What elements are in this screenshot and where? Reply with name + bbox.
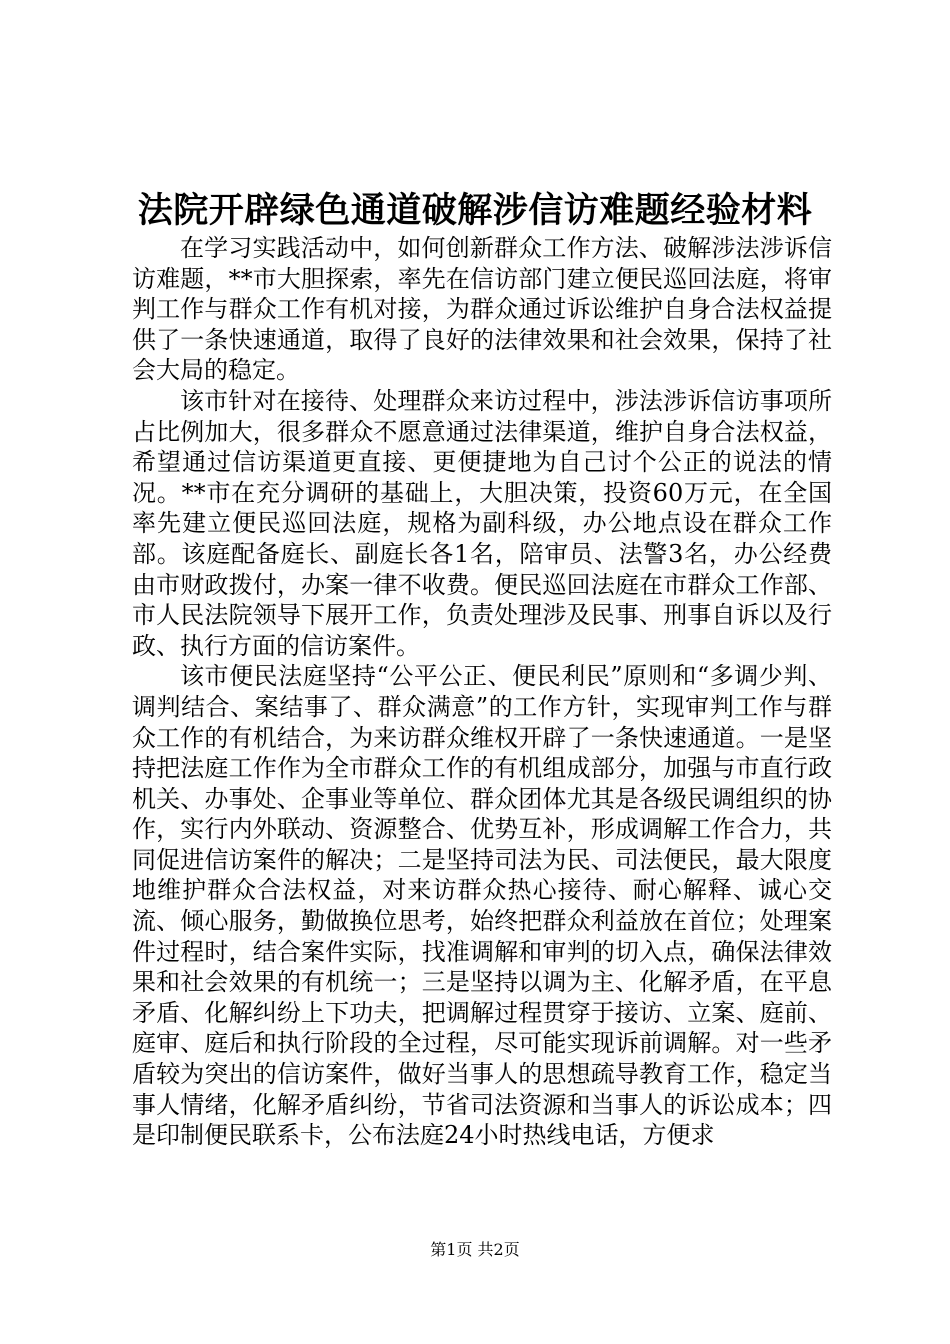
page-footer: 第1页 共2页 [430,1240,520,1259]
paragraph-background: 该市针对在接待、处理群众来访过程中，涉法涉诉信访事项所占比例加大，很多群众不愿意通过法律渠道，维护自身合法权益，希望通过信访渠道更直接、更便捷地为自己讨个公正的说法的情况。**市在充分调研的基础上，大胆决策，投资60万元，在全国率先建立便民巡回法庭，规格为副科级，办公地点设在群众工作部。该庭配备庭长、副庭长各1名，陪审员、法警3名，办公经费由市财政拨付，办案一律不收费。便民巡回法庭在市群众工作部、市人民法院领导下展开工作，负责处理涉及民事、刑事自诉以及行政、执行方面的信访案件。 [132,386,832,660]
paragraph-measures: 该市便民法庭坚持“公平公正、便民利民”原则和“多调少判、调判结合、案结事了、群众满意”的工作方针，实现审判工作与群众工作的有机结合，为来访群众维权开辟了一条快速通道。一是坚持把法庭工作作为全市群众工作的有机组成部分，加强与市直行政机关、办事处、企事业等单位、群众团体尤其是各级民调组织的协作，实行内外联动、资源整合、优势互补，形成调解工作合力，共同促进信访案件的解决；二是坚持司法为民、司法便民，最大限度地维护群众合法权益，对来访群众热心接待、耐心解释、诚心交流、倾心服务，勤做换位思考，始终把群众利益放在首位；处理案件过程时，结合案件实际，找准调解和审判的切入点，确保法律效果和社会效果的有机统一；三是坚持以调为主、化解矛盾，在平息矛盾、化解纠纷上下功夫，把调解过程贯穿于接访、立案、庭前、庭审、庭后和执行阶段的全过程，尽可能实现诉前调解。对一些矛盾较为突出的信访案件，做好当事人的思想疏导教育工作，稳定当事人情绪，化解矛盾纠纷，节省司法资源和当事人的诉讼成本；四是印制便民联系卡，公布法庭24小时热线电话，方便求 [132,662,832,1150]
document-body [132,233,832,1151]
document-title: 法院开辟绿色通道破解涉信访难题经验材料 [137,190,813,231]
paragraph-intro: 在学习实践活动中，如何创新群众工作方法、破解涉法涉诉信访难题，**市大胆探索，率先在信访部门建立便民巡回法庭，将审判工作与群众工作有机对接，为群众通过诉讼维护自身合法权益提供了一条快速通道，取得了良好的法律效果和社会效果，保持了社会大局的稳定。 [132,234,832,385]
